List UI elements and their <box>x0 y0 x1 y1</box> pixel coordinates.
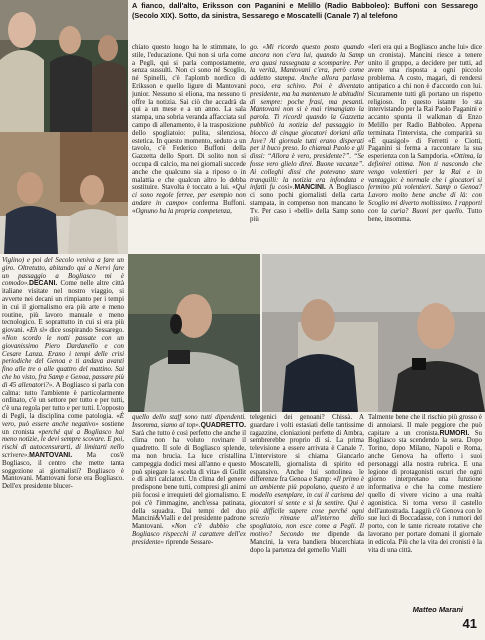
article-signature: Matteo Marani <box>412 605 463 614</box>
article-text-c5-4: riprende Sessare- <box>163 538 214 546</box>
article-column-4 <box>2 257 124 637</box>
article-text-c4-10: MANTOVANI. <box>29 451 73 459</box>
article-text-c5-3: Non c'è dubbio che Bogliasco rispecchi il carattere dell'ex presidente» <box>132 523 246 546</box>
article-text-c5-1: QUADRETTO. <box>200 421 246 429</box>
article-text-c1-0: chiato questo luogo ha le stimmate, lo stile, l'educazione. Qui non si urla come a Pegli, qui si parla compostamente, senza sussulti. Non ci sono né Scoglio, né Spinelli, c'è l'aplomb nordico di Eriksson e quello ligure di Mantovani junior. Nessuno si eliona, ma nessuno ti offre la notizia. Sai ciò che accadrà da qui a un mese e a un anno. La sala stampa, una sobria veranda affacciata sul campo di allenamento, è la trasposizione dello spogliatoio: pulita, silenziosa, estetica. In questo momento, seduto a un tavolo, c'è Federico Buffoni della Gazzetta dello Sport. Di solito non si occupa di calcio, ma nei giornali succede anche che qualcuno sia a riposo o in malattia e che qualcun altro lo debba sostituire. Stavolta è toccato a lui. « <box>132 44 246 192</box>
article-column-3 <box>368 44 482 252</box>
article-text-c7-0: Talmente bene che il rischio più grosso è di annoiarsi. Il male peggiore che può capitare a un cronista. <box>368 414 482 437</box>
article-column-2 <box>250 44 364 252</box>
photo-moscatelli-telefono <box>262 254 485 412</box>
article-text-c1-2: » conferma Buffoni. « <box>132 199 246 215</box>
article-column-1 <box>132 44 246 252</box>
article-text-c1-1: Qui ci sono regole ferree, per esempio non andare in campo <box>132 184 246 207</box>
article-text-c2-2: A Bogliasco ci sono pochi giornalisti della carta stampata, in compenso non mancano le Tv. Per caso i «belli» della Samp sono più <box>250 184 364 223</box>
article-text-c4-7: È vero, può essere anche negativo» <box>2 412 124 428</box>
article-text-c7-2: Su Bogliasco sta scendendo la sera. Dopo Torino, dopo Milano, Napoli e Roma, anche Genova ha offerto i suoi personaggi alla nostra rubrica. E una legione di protagonisti oscuri che ogni giorno interpretano una funzione informativa e che ha come mestiere quello di vivere vicino a una realtà agonistica. Si torna verso il castello dell'autostrada. Laggiù c'è Genova con le sue luci di Boccadasse, con i rumori del porto, con le tante ricreate rotative che lavorano per portare domani il giornale in edicola. Più che la vita dei cronisti è la vita di una città. <box>368 429 482 554</box>
article-text-c1-3: Ognuno ha la propria competenza, <box>135 207 232 215</box>
article-text-c2-0: go. «Mi ricordo questo posto quando ancora non c'era lui, quando la Samp era quasi rassegnata a scomparire. Per la verità, Mantovani c'era, però come addetto stampa. Anche allora parlava poco, era schivo. Poi è diventato presidente, ma ha mantenuto le abitudini di sempre: poche frasi, ma pesanti. Mantovani non si è mai rimangiato la parola. Ti ricordi quando la Gazzetta pubblicò la notizia del passaggio in blocco di cinque giocatori doriani alla Juve? Al giornale tutti erano disperati per il buco preso. Io chiamai Paolo e gli dissi: “Allora è vero, presidente?”. “Se fosse vero glielo direi. Buone vacanze”. Ai colleghi dissi che potevano stare tranquilli: la notizia era infondata e infatti fu così». <box>250 44 364 192</box>
article-text-c4-4: » dice sospirando Sessarego. « <box>2 327 124 342</box>
article-text-c7-1: RUMORI. <box>439 429 470 437</box>
article-text-c4-11: Ma cos'è Bogliasco, il centro che mette tanta soggezione ai giornalisti? Bogliasco è Mantovani. Mantovani forse era Bogliasco. Dell'ex presidente blucer- <box>2 451 124 491</box>
article-text-c4-1: DECANI. <box>28 280 58 288</box>
page-number: 41 <box>462 616 477 631</box>
photo-buffoni-sessarego <box>0 132 128 254</box>
article-text-c4-6: . A Bogliasco si parla con calma: tutto l'ambiente è particolarmente ordinato, c'è un settore per tutto e per tutti, c'è una regola per tutto e per tutti. L'opposto di Pegli, la disciplina come patologia. « <box>2 381 124 420</box>
article-column-7 <box>368 414 482 602</box>
article-text-c4-2: Come nelle altre città italiane visitate nel nostro viaggio, si avverte nei decani un rimpianto per i tempi in cui il giornalismo era più arte e meno routine, più lavoro manuale e meno tecnologico. E soprattutto in cui si era più giovani. « <box>2 280 124 335</box>
photo-sessarego-telefono <box>128 254 260 412</box>
article-text-c4-9: perché qui a Bogliasco hai meno notizie, le devi sempre scovare. E poi, rischi di autocensurarti, di limitarti nello scrivere». <box>2 428 124 459</box>
article-text-c4-5: Non scordo le notti passate con un giovanissimo Piero Dardanello e con Cesare Lanza. Erano i tempi delle crisi periodiche del Genoa e ti andava avanti fino alle tre o alle quattro del mattino. Sai che ho visto, fra Samp e Genoa, passare più di 45 allenatori?» <box>2 334 124 389</box>
article-text-c5-0: quello dello staff sono tutti dipendenti. Insomma, siamo al top». <box>132 414 246 429</box>
article-text-c2-1: MANCINI. <box>294 184 326 192</box>
article-text-c3-2: Tutto bene, insomma. <box>368 207 482 223</box>
article-column-6 <box>250 414 364 636</box>
photo-caption: A fianco, dall'alto, Eriksson con Paganini e Melillo (Radio Babboleo): Buffoni con Sessarego (Secolo XIX). Sotto, da sinistra, Sessarego e Moscatelli (Canale 7) al telefono <box>132 1 478 20</box>
article-text-c6-1: Il primo è un ambiente più popolano, questo è un modello esemplare, in cui il carisma dei giocatori si sente e si fa sentire. Qui è più difficile sapere cose perché ogni screzio rimane all'interno dello spogliatoio, non esce come a Pegli. Il motivo? Secondo me <box>250 476 364 538</box>
article-text-c6-0: telegenici dei genoani? Chissà. A guardare i volti estasiati delle tantissime ragazzine, cloniazioni perfette di Ambra, sembrerebbe proprio di sì. La prima televisione a essere arrivata è Canale 7. L'intervistore si chiama Giancarlo Moscatelli, giornalista di spirito ed espansivo. Anche lui sottolinea le differenze fra Genoa e Samp: « <box>250 414 364 484</box>
article-text-c4-8: sostiene un cronista « <box>2 420 124 436</box>
article-text-c6-2: dipende da Mancini, la vera bandiera blucerchiata dopo la partenza del gemello Vialli <box>250 530 364 554</box>
article-text-c5-2: Sarà che tutto è così perfetto che anche il clima non ha voluto rovinare il quadretto. Il sole di Bogliasco splende, ma non brucia. La luce cristallina campeggia dodici mesi all'anno e questo può spiegare la «scelta di vita» di Gullit e di altri calciatori. Un clima del genere predispone bene tutti, compresi gli animi più focosi e irrequieti del giornalismo. E poi c'è l'immagine, anch'essa patinata, della squadra. Dai tempi del duo Mancini&Vialli e del presidente padrone Mantovani. « <box>132 429 246 531</box>
article-text-c4-0: Viglino) e poi del Secolo veniva a fare un giro. Oltretutto, abitando qui a Nervi fare un passaggio a Bogliasco mi è comodo». <box>2 257 124 288</box>
article-column-5 <box>132 414 246 636</box>
article-text-c4-3: Eh sì <box>29 327 45 335</box>
article-text-c3-0: «Ieri era qui a Bogliasco anche lui» dice un cronista). Mancini riesce a tenere unito il gruppo, a decidere per tutti, ad avere una risposta a ogni piccolo problema. A costo, magari, di rendersi antipatico a chi non è d'accordo con lui. Sicuramente tutti gli portano un rispetto religioso. In questo istante lo sta intervistando per la Rai Paolo Paganini e accanto spunta il walkman di Enzo Melillo per Radio Babboleo. Appena terminata l'intervista, che comparirà su «È quasigol» di Ferretti e Ciotti, Paganini si ferma a raccontare la sua esperienza con la Sampdoria. « <box>368 44 482 161</box>
article-text-c3-1: Ottima, la definirei ottima. Non ti nascondo che vengo volentieri per la Rai e in vantaggio: è normale che i giocatori si fermino più volentieri. Samp o Genoa? Lavoro molto bene anche di là: con Scoglio mi diverto moltissimo. I rapporti con la curia? Buoni per quello. <box>368 153 482 215</box>
photo-eriksson-paganini-melillo <box>0 0 128 132</box>
